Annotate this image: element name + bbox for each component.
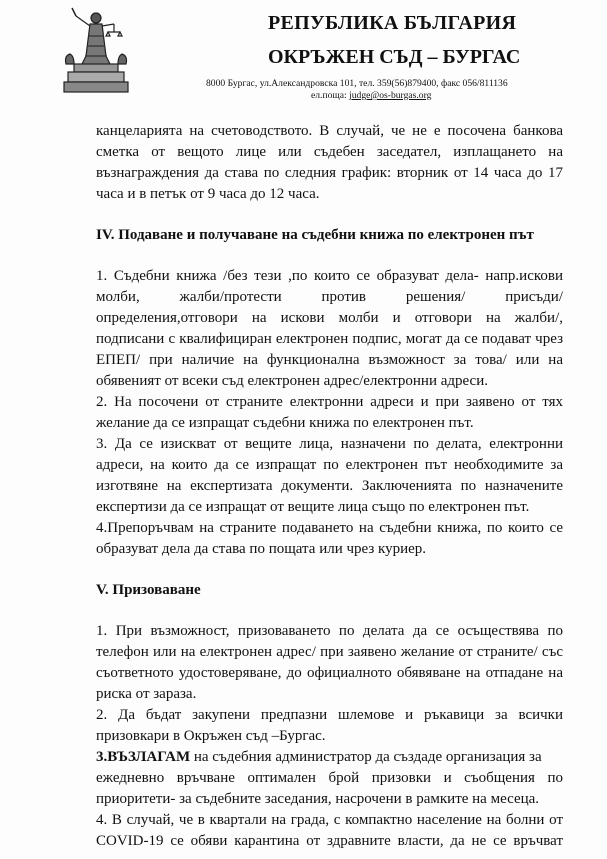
text-line: възнаграждения да става по следния график: вторник от 14 часа до 17	[96, 165, 563, 181]
text-line: риска от зараза.	[96, 686, 197, 702]
text-line: 4.Препоръчвам на страните подаването на съдебни книжа, по които се	[96, 520, 563, 536]
text-line: канцеларията на счетоводството. В случай, че не е посочена банкова	[96, 123, 563, 139]
text-line: 3. Да се изискват от вещите лица, назначени по делата, електронни	[96, 436, 563, 452]
email-label: ел.поща:	[311, 90, 350, 101]
text-line: определения,отговори на искови молби и отговори на жалби/,	[96, 310, 563, 326]
text-line: адреси, на които да се изпращат по електронен път необходимите за	[96, 457, 563, 473]
text-line: ЕПЕП/ при наличие на функционална възможност за това/ или на	[96, 352, 563, 368]
text-line: ежедневно връчване оптимален брой призовки и съобщения по	[96, 770, 563, 786]
text-line: изготвяне на експертизата документи. Заключенията по назначените	[96, 478, 563, 494]
text-line	[96, 749, 563, 766]
court-email-link[interactable]: judge@os-burgas.org	[349, 90, 432, 101]
text-line: молби, жалби/протести против решения/ присъди/	[96, 289, 563, 305]
text-line: подписани с квалифициран електронен подпис, могат да се подават чрез	[96, 331, 563, 347]
section-heading: V. Призоваване	[96, 582, 201, 598]
text-line: желание да се изпращат съдебни книжа по електронен път.	[96, 415, 474, 431]
text-line: телефон или на електронен адрес/ при заявено желание от страните/ със	[96, 644, 563, 660]
text-line: 2. Да бъдат закупени предпазни шлемове и ръкавици за всички	[96, 707, 563, 723]
republic-title: РЕПУБЛИКА БЪЛГАРИЯ	[268, 12, 517, 34]
themis-emblem	[60, 6, 132, 96]
text-line: призовкари в Окръжен съд –Бургас.	[96, 728, 326, 744]
text-span: на съдебния администратор да създаде организация за	[190, 749, 542, 765]
text-line: COVID-19 се обяви карантина от здравните власти, да не се връчват	[96, 833, 563, 849]
text-line: образуват дела да става по пощата или чрез куриер.	[96, 541, 427, 557]
text-line: 1. Съдебни книжа /без тези ,по които се образуват дела- напр.искови	[96, 268, 563, 284]
court-email-line	[311, 90, 431, 101]
text-line: 4. В случай, че в квартали на града, с компактно население на болни от	[96, 812, 563, 828]
text-line: експертизи да се изпращат от вещите лица също по електронен път.	[96, 499, 530, 515]
text-line: приоритети- за съдебните заседания, насрочени в рамките на месеца.	[96, 791, 540, 807]
court-name: ОКРЪЖЕН СЪД – БУРГАС	[268, 46, 521, 68]
text-line: съответното удостоверяване, до официалното обявяване на отпадане на	[96, 665, 563, 681]
court-address: 8000 Бургас, ул.Александровска 101, тел. 359(56)879400, факс 056/811136	[206, 78, 508, 89]
text-line: сметка от вещото лице или съдебен заседател, изплащането на	[96, 144, 563, 160]
assign-keyword: 3.ВЪЗЛАГАМ	[96, 749, 191, 765]
text-line: 1. При възможност, призоваването по делата да се осъществява по	[96, 623, 563, 639]
text-line: 2. На посочени от страните електронни адреси и при заявено от тях	[96, 394, 563, 410]
section-heading: IV. Подаване и получаване на съдебни книжа по електронен път	[96, 227, 534, 243]
text-line: обявеният от всеки съд електронен адрес/електронни адреси.	[96, 373, 488, 389]
text-line: часа и в петък от 9 часа до 12 часа.	[96, 186, 320, 202]
